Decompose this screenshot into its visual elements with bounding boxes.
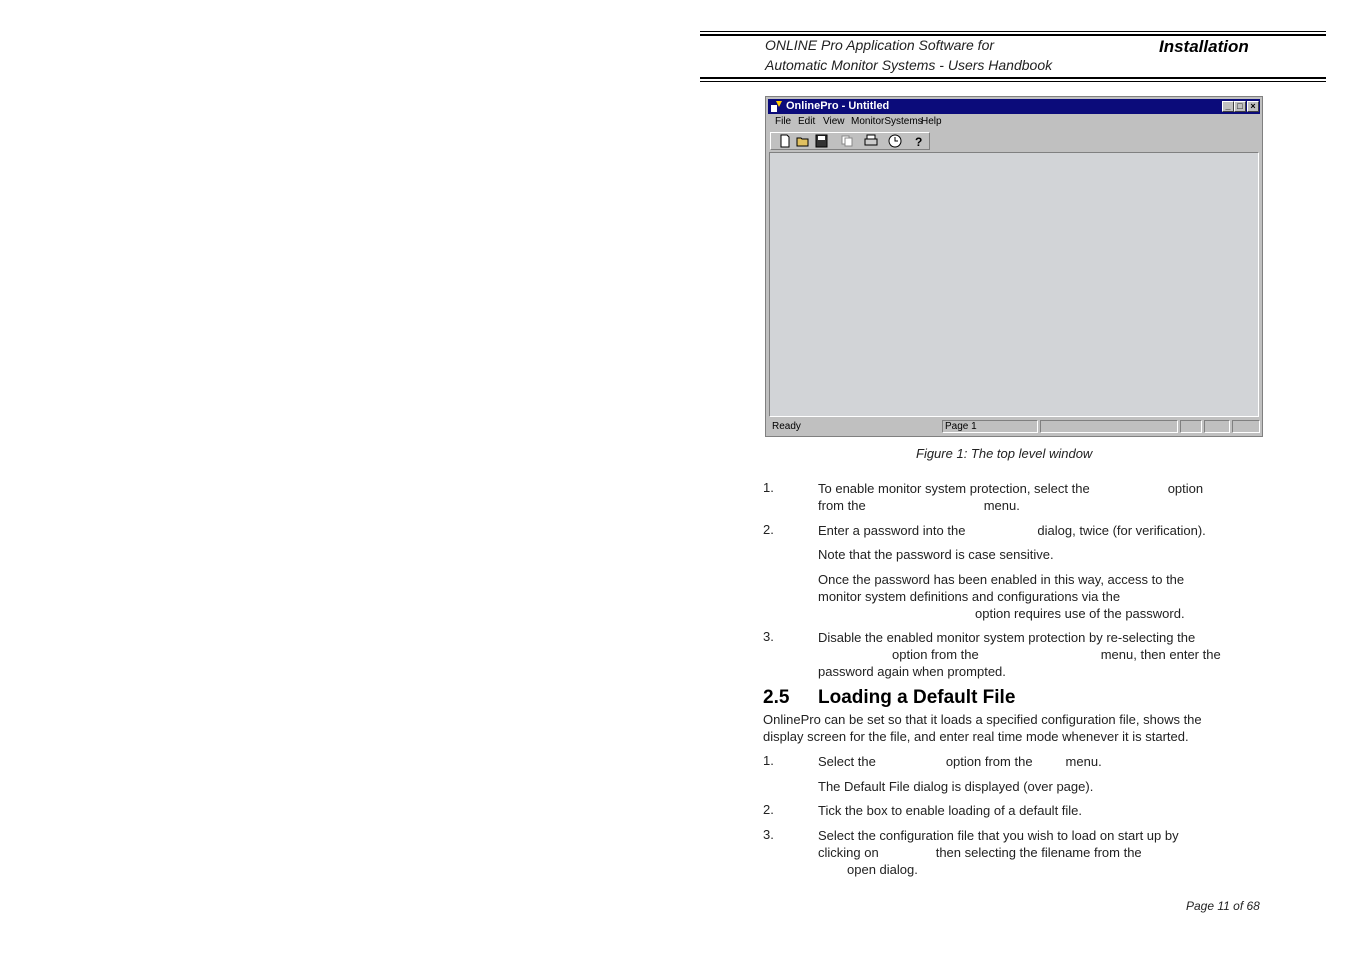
list1-item-3 <box>818 629 1258 680</box>
list2-item-3 <box>818 827 1258 878</box>
list1-item-2-text-a: Enter a password into the <box>818 523 966 538</box>
app-window-figure <box>765 96 1263 437</box>
header-rule-top-1 <box>700 31 1326 32</box>
status-ready: Ready <box>772 421 801 432</box>
section-intro <box>763 711 1263 745</box>
window-title: OnlinePro - Untitled <box>786 100 890 112</box>
resize-grip-icon[interactable] <box>1232 420 1260 433</box>
list2-num-2: 2. <box>763 802 774 817</box>
list1-item-1 <box>818 480 1258 514</box>
list1-item-1-text-b: option <box>1167 481 1204 496</box>
minimize-icon[interactable]: _ <box>1222 101 1234 112</box>
section-number: 2.5 <box>763 687 790 708</box>
list1-paragraph-line1: Once the password has been enabled in this way, access to the <box>818 572 1185 587</box>
list1-item-1-text-c: from the <box>818 498 866 513</box>
list1-item-1-text-a: To enable monitor system protection, select the <box>818 481 1090 496</box>
header-rule-bottom-2 <box>700 81 1326 82</box>
clock-icon[interactable] <box>887 134 903 148</box>
menu-bar <box>768 115 1260 130</box>
list2-item-3-text-d: open dialog. <box>847 862 918 877</box>
window-titlebar <box>768 99 1260 114</box>
list1-item-3-text-c: menu, then enter the <box>1100 647 1221 662</box>
close-icon[interactable]: × <box>1247 101 1259 112</box>
header-section-name: Installation <box>1159 37 1249 56</box>
page-number: Page 11 of 68 <box>1186 899 1260 913</box>
section-heading <box>763 687 1015 709</box>
menu-monitorsystems[interactable]: MonitorSystems <box>851 116 923 127</box>
figure-caption: Figure 1: The top level window <box>916 446 1093 461</box>
list1-paragraph-line2: monitor system definitions and configurations via the <box>818 589 1121 604</box>
menu-file[interactable]: File <box>775 116 792 127</box>
svg-text:?: ? <box>915 135 923 148</box>
list1-item-1-text-d: menu. <box>983 498 1020 513</box>
help-icon[interactable] <box>911 134 927 148</box>
list2-num-3: 3. <box>763 827 774 842</box>
list2-item-3-text-a: Select the configuration file that you wish to load on start up by <box>818 828 1179 843</box>
status-page: Page 1 <box>942 420 1038 433</box>
list2-item-3-text-c: then selecting the filename from the <box>935 845 1142 860</box>
menu-edit[interactable]: Edit <box>798 116 816 127</box>
list2-item-2: Tick the box to enable loading of a default file. <box>818 803 1083 818</box>
list2-item-3-text-b: clicking on <box>818 845 879 860</box>
list1-num-2: 2. <box>763 522 774 537</box>
header-rule-bottom-1 <box>700 77 1326 79</box>
status-bar <box>768 419 1260 434</box>
new-file-icon[interactable] <box>777 134 793 148</box>
list2-num-1: 1. <box>763 753 774 768</box>
list1-item-2 <box>818 522 1258 539</box>
menu-help[interactable]: Help <box>921 116 942 127</box>
list1-item-3-text-d: password again when prompted. <box>818 664 1006 679</box>
menu-view[interactable]: View <box>823 116 845 127</box>
list1-note: Note that the password is case sensitive. <box>818 547 1054 562</box>
list2-note: The Default File dialog is displayed (over page). <box>818 779 1094 794</box>
app-icon <box>771 101 782 112</box>
toolbar <box>770 132 930 150</box>
status-pane-5 <box>1204 420 1230 433</box>
section-title: Loading a Default File <box>818 687 1016 708</box>
list1-item-3-text-a: Disable the enabled monitor system protection by re-selecting the <box>818 630 1196 645</box>
section-intro-line1: OnlinePro can be set so that it loads a specified configuration file, shows the <box>763 712 1202 727</box>
save-icon[interactable] <box>813 134 829 148</box>
maximize-icon[interactable]: □ <box>1234 101 1246 112</box>
status-pane-3 <box>1040 420 1178 433</box>
header-rule-top-2 <box>700 34 1326 36</box>
status-pane-4 <box>1180 420 1202 433</box>
list2-item-1-text-c: menu. <box>1065 754 1102 769</box>
header-title-line1: ONLINE Pro Application Software for <box>765 37 995 53</box>
copy-icon[interactable] <box>839 134 855 148</box>
list1-paragraph <box>818 571 1258 622</box>
list2-item-1-text-b: option from the <box>945 754 1033 769</box>
list1-item-2-text-b: dialog, twice (for verification). <box>1037 523 1206 538</box>
open-folder-icon[interactable] <box>795 134 811 148</box>
list1-paragraph-line3: option requires use of the password. <box>975 606 1185 621</box>
header-title-line2: Automatic Monitor Systems - Users Handbook <box>765 57 1053 73</box>
list2-item-1-text-a: Select the <box>818 754 876 769</box>
list2-item-1 <box>818 753 1258 770</box>
list1-num-3: 3. <box>763 629 774 644</box>
list1-num-1: 1. <box>763 480 774 495</box>
list1-item-3-text-b: option from the <box>892 647 979 662</box>
client-area <box>769 152 1259 417</box>
print-icon[interactable] <box>863 134 879 148</box>
section-intro-line2: display screen for the file, and enter real time mode whenever it is started. <box>763 729 1189 744</box>
